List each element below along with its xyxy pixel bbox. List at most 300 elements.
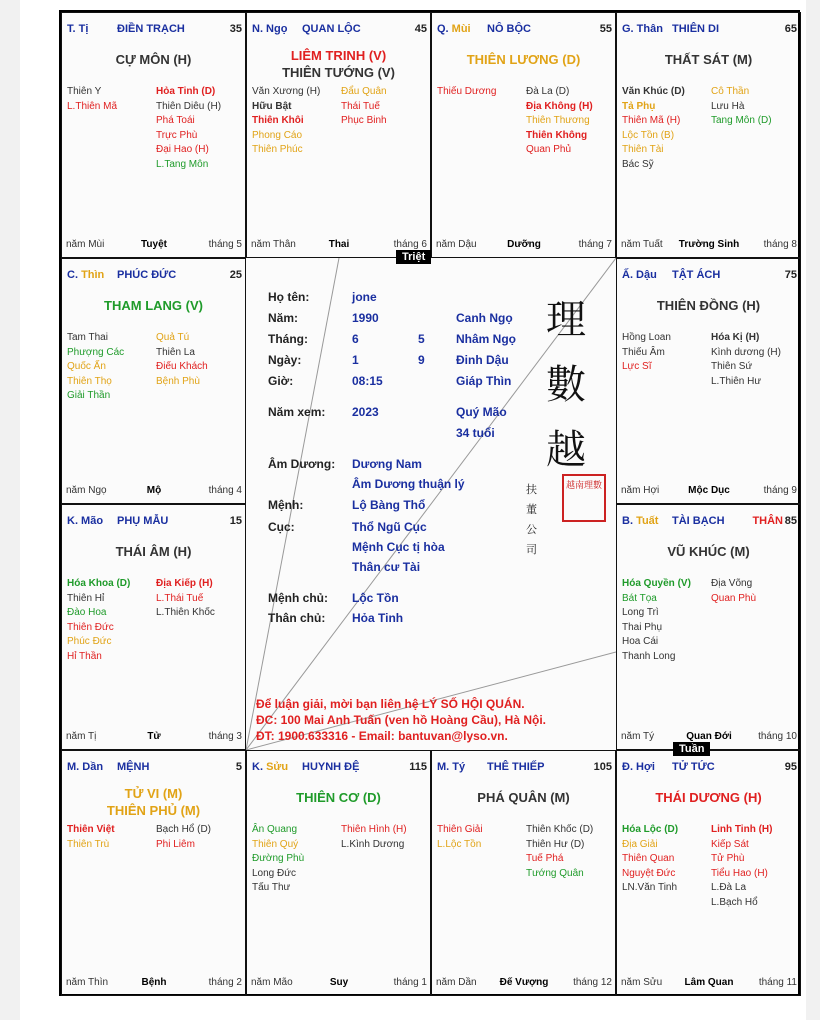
palace-month: tháng 2 <box>208 977 242 988</box>
palace-header <box>252 23 427 35</box>
minor-star: Bệnh Phù <box>156 375 200 387</box>
minor-stars-left <box>252 823 304 896</box>
minor-stars-right <box>526 823 593 881</box>
minor-star: Tam Thai <box>67 332 108 343</box>
minor-stars-right <box>156 823 211 852</box>
palace-age: 115 <box>409 761 427 773</box>
minor-star: Thiên Hình (H) <box>341 824 407 835</box>
minor-star: Lộc Tồn (B) <box>622 129 675 141</box>
major-star: CỰ MÔN (H) <box>115 52 192 67</box>
palace-header <box>67 23 242 35</box>
minor-star: Đà La (D) <box>526 86 570 97</box>
palace-branch-highlight: Mùi <box>451 23 471 35</box>
minor-stars-left <box>437 823 483 852</box>
minor-star: Bát Tọa <box>622 592 657 604</box>
minor-star: Hỏa Tinh (D) <box>156 86 216 97</box>
value-month-canchi: Nhâm Ngọ <box>456 332 516 346</box>
value-cuc-relation: Mệnh Cục tị hòa <box>352 540 445 554</box>
palace-year: năm Ngọ <box>66 485 107 496</box>
minor-star: Thiên Hỉ <box>67 592 105 604</box>
minor-stars-right <box>711 85 772 129</box>
minor-star: Phá Toái <box>156 115 195 126</box>
minor-star: L.Thiên Khốc <box>156 607 215 618</box>
palace-header <box>437 23 612 35</box>
minor-star: Trực Phù <box>156 129 198 141</box>
palace-name: TỬ TỨC <box>672 761 715 773</box>
palace-name: TÀI BẠCH <box>672 515 725 527</box>
palace-branch: Ấ. Dậu <box>622 269 657 281</box>
palace-header <box>67 515 242 527</box>
major-stars <box>247 789 430 806</box>
minor-star: Thai Phụ <box>622 621 663 633</box>
palace-footer <box>66 977 242 990</box>
palace-stage: Mộ <box>146 485 162 496</box>
palace-name: ĐIỀN TRẠCH <box>117 23 185 35</box>
minor-star: Tang Môn (D) <box>711 115 772 126</box>
minor-stars-right <box>156 577 215 621</box>
calligraphy-char-3: 越 <box>546 427 586 473</box>
minor-star: Hóa Kị (H) <box>711 332 760 343</box>
palace-branch: T. Tị <box>67 23 89 35</box>
minor-star: Thiên Không <box>526 129 588 141</box>
major-star: TỬ VI (M) <box>124 786 183 801</box>
major-star: VŨ KHÚC (M) <box>667 544 750 559</box>
palace-footer <box>436 977 612 990</box>
vertical-text: 扶董公司 <box>526 484 537 556</box>
minor-star: Tiểu Hao (H) <box>711 867 768 879</box>
minor-star: L.Lộc Tồn <box>437 838 482 850</box>
palace-year: năm Dần <box>436 977 477 988</box>
palace-branch-highlight: Sửu <box>266 761 289 773</box>
palace-name: THIÊN DI <box>672 23 720 35</box>
value-month-lunar: 5 <box>418 332 425 346</box>
palace-branch-highlight: Tuất <box>636 515 659 527</box>
palace-age: 45 <box>414 23 427 35</box>
palace-age: 75 <box>784 269 797 281</box>
minor-star: Hỉ Thần <box>67 650 102 662</box>
major-stars <box>432 51 615 68</box>
palace-month: tháng 5 <box>208 239 242 250</box>
minor-star: Kình dương (H) <box>711 346 781 358</box>
label-menh-chu: Mệnh chủ: <box>268 591 328 605</box>
palace-cell <box>431 750 616 996</box>
minor-star: Thiên Khốc (D) <box>526 824 594 835</box>
minor-star: Thiên Tài <box>622 144 664 155</box>
value-day-canchi: Đinh Dậu <box>456 353 509 367</box>
minor-star: Tấu Thư <box>252 882 291 893</box>
palace-name: QUAN LỘC <box>302 23 361 35</box>
palace-branch: M. Dần <box>67 761 104 773</box>
palace-footer <box>66 239 242 252</box>
value-age: 34 tuổi <box>456 426 495 440</box>
palace-footer <box>621 977 797 990</box>
tuan-tag: Tuần <box>673 742 710 756</box>
palace-stage: Tuyệt <box>141 239 167 250</box>
minor-star: L.Bạch Hổ <box>711 896 758 908</box>
minor-star: Thiên Diêu (H) <box>156 100 222 112</box>
palace-footer <box>251 977 427 990</box>
minor-stars-left <box>622 823 678 896</box>
minor-star: Hóa Khoa (D) <box>67 578 131 589</box>
palace-month: tháng 4 <box>208 485 242 496</box>
minor-star: Quốc Ấn <box>67 361 106 372</box>
palace-branch-highlight: Thìn <box>81 269 105 281</box>
minor-star: Thiên Quý <box>252 838 299 850</box>
minor-star: Thiên Quan <box>622 853 675 864</box>
palace-month: tháng 12 <box>573 977 612 988</box>
minor-star: Thiên La <box>156 346 195 358</box>
major-star: THẤT SÁT (M) <box>664 52 753 67</box>
minor-stars-right <box>156 331 208 389</box>
value-view-year: 2023 <box>352 405 379 419</box>
label-year: Năm: <box>268 311 299 325</box>
palace-month: tháng 11 <box>758 977 797 988</box>
palace-header <box>67 761 242 773</box>
value-cuc: Thổ Ngũ Cục <box>352 520 427 534</box>
minor-star: Địa Võng <box>711 578 753 589</box>
major-stars <box>62 785 245 819</box>
palace-name: THÊ THIẾP <box>487 761 545 773</box>
contact-line-3: ĐT: 1900.633316 - Email: bantuvan@lyso.vn. <box>256 729 508 743</box>
minor-stars-right <box>341 85 387 129</box>
minor-star: Phục Binh <box>341 115 387 126</box>
minor-star: Văn Xương (H) <box>252 86 321 97</box>
minor-star: Ân Quang <box>252 824 298 835</box>
palace-cell <box>246 750 431 996</box>
label-menh: Mệnh: <box>268 498 304 512</box>
palace-year: năm Hợi <box>621 485 660 496</box>
minor-star: Lưu Hà <box>711 100 745 112</box>
major-star: THIÊN CƠ (D) <box>296 790 381 805</box>
minor-star: L.Tang Môn <box>156 158 209 170</box>
palace-branch: K. <box>252 761 267 773</box>
minor-star: Thiên Mã (H) <box>622 115 681 126</box>
minor-star: LN.Văn Tinh <box>622 882 678 893</box>
palace-age: 105 <box>593 761 612 773</box>
minor-stars-left <box>622 331 671 375</box>
major-star: THIÊN LƯƠNG (D) <box>466 52 581 67</box>
minor-star: Thiên Trù <box>67 838 110 850</box>
palace-cell <box>616 504 801 750</box>
minor-stars-left <box>437 85 496 100</box>
minor-star: Văn Khúc (D) <box>622 86 685 97</box>
palace-stage: Mộc Dục <box>688 485 730 496</box>
minor-star: Bạch Hổ (D) <box>156 824 212 835</box>
palace-footer <box>66 485 242 498</box>
minor-star: Long Trì <box>622 607 659 618</box>
tuvi-chart <box>59 10 800 996</box>
palace-stage: Đế Vượng <box>499 977 549 988</box>
label-than-chu: Thân chủ: <box>268 611 326 625</box>
major-stars <box>62 543 245 560</box>
major-star: THIÊN ĐỒNG (H) <box>656 298 761 313</box>
minor-star: Phượng Các <box>67 346 125 358</box>
palace-year: năm Thân <box>251 239 296 250</box>
palace-branch: B. <box>622 515 637 527</box>
minor-star: Bác Sỹ <box>622 158 654 170</box>
minor-star: Hoa Cái <box>622 636 659 647</box>
palace-age: 65 <box>784 23 797 35</box>
minor-star: Thiên Hư (D) <box>526 838 585 850</box>
minor-star: L.Thái Tuế <box>156 592 204 604</box>
minor-star: Địa Giải <box>622 838 658 850</box>
minor-star: Thiên Đức <box>67 621 114 633</box>
minor-stars-left <box>67 823 115 852</box>
major-stars <box>617 51 800 68</box>
minor-star: Thanh Long <box>622 650 676 662</box>
minor-star: Đào Hoa <box>67 607 107 618</box>
minor-star: L.Đà La <box>711 882 747 893</box>
label-hour: Giờ: <box>268 374 294 388</box>
calligraphy-char-1: 理 <box>546 297 586 343</box>
palace-branch: K. Mão <box>67 515 104 527</box>
minor-star: Tuế Phá <box>526 853 564 864</box>
minor-star: Kiếp Sát <box>711 838 749 850</box>
label-cuc: Cục: <box>268 520 295 534</box>
minor-stars-left <box>252 85 320 158</box>
palace-header <box>67 269 242 281</box>
minor-star: L.Thiên Mã <box>67 100 118 112</box>
palace-cell <box>61 750 246 996</box>
minor-star: Hồng Loan <box>622 332 671 343</box>
minor-star: Thiên Thọ <box>67 375 112 387</box>
minor-star: Thiên Thương <box>526 115 590 126</box>
minor-star: Phong Cáo <box>252 129 303 141</box>
palace-year: năm Mùi <box>66 239 105 250</box>
major-stars <box>432 789 615 806</box>
minor-stars-right <box>711 577 756 606</box>
palace-year: năm Tuất <box>621 239 663 250</box>
palace-year: năm Sửu <box>621 977 663 988</box>
minor-star: Tướng Quân <box>526 867 584 879</box>
value-year-canchi: Canh Ngọ <box>456 311 513 325</box>
minor-star: Lực Sĩ <box>622 361 652 372</box>
minor-star: Thiên Y <box>67 86 102 97</box>
palace-age: 55 <box>599 23 612 35</box>
major-stars <box>62 297 245 314</box>
palace-month: tháng 8 <box>763 239 797 250</box>
minor-star: Hữu Bật <box>252 100 292 112</box>
palace-header <box>437 761 612 773</box>
minor-star: Quan Phủ <box>526 144 572 155</box>
minor-stars-right <box>341 823 407 852</box>
palace-month: tháng 10 <box>758 731 797 742</box>
palace-age: 15 <box>229 515 242 527</box>
value-day-lunar: 9 <box>418 353 425 367</box>
minor-star: Thiếu Âm <box>622 346 665 358</box>
major-star: PHÁ QUÂN (M) <box>477 790 570 805</box>
minor-star: Cô Thần <box>711 86 750 97</box>
major-star: THÁI ÂM (H) <box>115 544 192 559</box>
calligraphy-char-2: 數 <box>546 362 586 408</box>
minor-star: Đường Phù <box>252 853 305 864</box>
minor-stars-right <box>711 823 772 910</box>
minor-star: Thiếu Dương <box>437 86 497 97</box>
minor-stars-left <box>622 577 691 664</box>
major-star: THAM LANG (V) <box>104 298 203 313</box>
palace-cell <box>246 12 431 258</box>
minor-stars-left <box>67 577 130 664</box>
red-seal-stamp: 越南理數 <box>562 474 606 522</box>
palace-stage: Bệnh <box>141 977 167 988</box>
than-marker: THÂN <box>752 515 783 527</box>
palace-branch: C. <box>67 269 82 281</box>
palace-cell <box>616 750 801 996</box>
minor-star: Long Đức <box>252 867 296 879</box>
contact-line-1: Để luận giải, mời bạn liên hệ LÝ SỐ HỘI QUÁN. <box>256 697 525 711</box>
minor-star: Thái Tuế <box>341 100 380 112</box>
palace-footer <box>621 239 797 252</box>
palace-month: tháng 6 <box>393 239 427 250</box>
value-name: jone <box>352 290 377 304</box>
value-menh: Lộ Bàng Thổ <box>352 498 426 512</box>
label-view-year: Năm xem: <box>268 405 326 419</box>
minor-star: L.Kình Dương <box>341 838 405 850</box>
palace-cell <box>61 12 246 258</box>
palace-year: năm Tị <box>66 731 97 742</box>
minor-star: Thiên Giải <box>437 824 483 835</box>
minor-star: Phi Liêm <box>156 838 195 850</box>
label-amduong: Âm Dương: <box>268 457 336 471</box>
major-stars <box>617 789 800 806</box>
palace-header <box>622 515 797 527</box>
major-star: THIÊN PHỦ (M) <box>106 803 201 818</box>
palace-name: MỆNH <box>117 761 150 773</box>
palace-age: 5 <box>235 761 242 773</box>
minor-star: Nguyệt Đức <box>622 867 676 879</box>
value-hour: 08:15 <box>352 374 383 388</box>
palace-branch: G. Thân <box>622 23 663 35</box>
minor-star: Thiên Phúc <box>252 144 303 155</box>
palace-stage: Dưỡng <box>507 239 541 250</box>
palace-header <box>622 23 797 35</box>
palace-branch: N. Ngọ <box>252 23 288 35</box>
minor-stars-left <box>622 85 685 172</box>
minor-stars-right <box>156 85 221 172</box>
palace-month: tháng 3 <box>208 731 242 742</box>
palace-age: 25 <box>229 269 242 281</box>
label-month: Tháng: <box>268 332 308 346</box>
contact-note <box>256 696 546 744</box>
palace-header <box>252 761 427 773</box>
value-hour-canchi: Giáp Thìn <box>456 374 512 388</box>
palace-branch: Q. <box>437 23 452 35</box>
palace-stage: Tử <box>147 731 161 742</box>
palace-cell <box>431 12 616 258</box>
minor-stars-right <box>711 331 781 389</box>
minor-star: Phúc Đức <box>67 636 112 647</box>
palace-age: 95 <box>784 761 797 773</box>
minor-stars-left <box>67 331 124 404</box>
palace-header <box>622 269 797 281</box>
value-month: 6 <box>352 332 359 346</box>
palace-cell <box>61 258 246 504</box>
palace-stage: Suy <box>329 977 349 988</box>
palace-footer <box>436 239 612 252</box>
minor-star: Đại Hao (H) <box>156 144 209 155</box>
minor-star: Đẩu Quân <box>341 86 387 97</box>
minor-star: Điếu Khách <box>156 361 208 372</box>
palace-footer <box>621 485 797 498</box>
palace-header <box>622 761 797 773</box>
palace-name: PHÚC ĐỨC <box>117 269 177 281</box>
palace-year: năm Thìn <box>66 977 109 988</box>
value-amduong-relation: Âm Dương thuận lý <box>352 477 465 491</box>
palace-branch: M. Tý <box>437 761 466 773</box>
minor-star: Thiên Việt <box>67 824 115 835</box>
minor-star: Quả Tú <box>156 332 190 343</box>
minor-star: Địa Không (H) <box>526 100 593 112</box>
palace-month: tháng 7 <box>578 239 612 250</box>
label-day: Ngày: <box>268 353 302 367</box>
minor-star: Tử Phù <box>711 853 745 864</box>
palace-year: năm Mão <box>251 977 293 988</box>
triet-tag: Triệt <box>396 250 431 264</box>
minor-stars-left <box>67 85 117 114</box>
major-star: THÁI DƯƠNG (H) <box>655 790 762 805</box>
chart-sheet <box>20 0 806 1020</box>
palace-year: năm Tý <box>621 731 655 742</box>
palace-stage: Quan Đới <box>686 731 732 742</box>
value-view-canchi: Quý Mão <box>456 405 507 419</box>
value-than-cu: Thân cư Tài <box>352 560 421 574</box>
palace-month: tháng 9 <box>763 485 797 496</box>
minor-star: Thiên Sứ <box>711 361 753 372</box>
palace-month: tháng 1 <box>393 977 427 988</box>
palace-cell <box>616 258 801 504</box>
palace-age: 35 <box>229 23 242 35</box>
center-info-panel <box>246 258 616 750</box>
palace-year: năm Dậu <box>436 239 477 250</box>
major-star: LIÊM TRINH (V) <box>290 48 387 63</box>
minor-star: Quan Phù <box>711 592 757 604</box>
major-stars <box>247 47 430 81</box>
palace-stage: Thai <box>328 239 350 250</box>
minor-star: Linh Tinh (H) <box>711 824 773 835</box>
minor-star: Thiên Khôi <box>252 115 304 126</box>
palace-cell <box>616 12 801 258</box>
minor-star: Tả Phụ <box>622 100 656 112</box>
palace-cell <box>61 504 246 750</box>
value-day: 1 <box>352 353 359 367</box>
minor-star: Hóa Quyền (V) <box>622 578 691 589</box>
contact-line-2: ĐC: 100 Mai Anh Tuấn (ven hồ Hoàng Cầu), Hà Nội. <box>256 713 547 727</box>
minor-star: Giải Thần <box>67 390 111 401</box>
minor-star: Hóa Lộc (D) <box>622 824 679 835</box>
palace-branch: Đ. Hợi <box>622 761 655 773</box>
major-stars <box>617 297 800 314</box>
minor-star: L.Thiên Hư <box>711 375 762 387</box>
value-menh-chu: Lộc Tồn <box>352 591 399 605</box>
palace-footer <box>66 731 242 744</box>
value-amduong: Dương Nam <box>352 457 422 471</box>
palace-age: 85 <box>784 515 797 527</box>
major-stars <box>62 51 245 68</box>
palace-stage: Trường Sinh <box>678 239 740 250</box>
minor-star: Địa Kiếp (H) <box>156 578 213 589</box>
major-stars <box>617 543 800 560</box>
palace-name: NÔ BỘC <box>487 23 531 35</box>
minor-stars-right <box>526 85 593 158</box>
palace-name: PHỤ MẪU <box>117 515 169 527</box>
palace-stage: Lâm Quan <box>684 977 734 988</box>
palace-name: HUYNH ĐỆ <box>302 761 360 773</box>
palace-name: TẬT ÁCH <box>672 269 721 281</box>
value-year: 1990 <box>352 311 379 325</box>
value-than-chu: Hỏa Tinh <box>352 611 404 625</box>
major-star: THIÊN TƯỚNG (V) <box>282 65 395 80</box>
label-name: Họ tên: <box>268 290 310 304</box>
